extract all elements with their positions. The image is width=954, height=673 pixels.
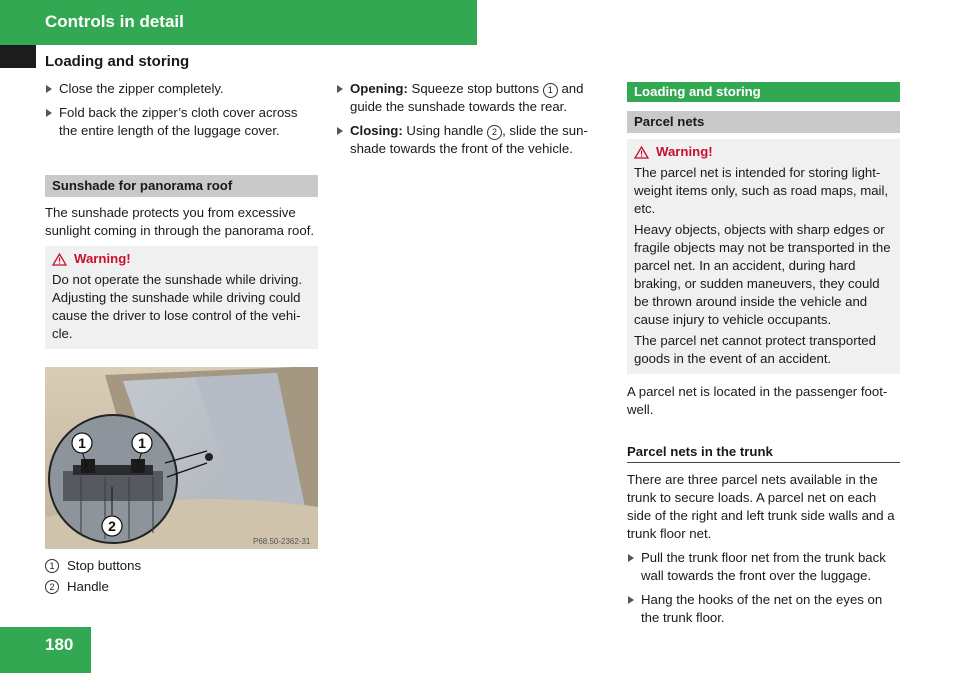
inline-number: 1 bbox=[543, 83, 558, 98]
warning-title bbox=[634, 143, 893, 161]
legend-label: Stop buttons bbox=[67, 558, 142, 573]
bullet-item bbox=[45, 80, 318, 98]
bullet-text: Hang the hooks of the net on the eyes on the trunk floor. bbox=[641, 592, 883, 625]
legend-label: Handle bbox=[67, 579, 109, 594]
bullet-text: Using handle bbox=[402, 123, 488, 138]
sunshade-intro: The sunshade protects you from excessive sunlight coming in through the panorama roof. bbox=[45, 205, 315, 238]
warning-label: Warning! bbox=[656, 144, 713, 159]
bullet-text: Squeeze stop buttons bbox=[407, 81, 543, 96]
bullet-arrow-icon bbox=[46, 109, 52, 117]
warning-triangle-icon bbox=[52, 253, 67, 266]
bullet-label: Closing: bbox=[350, 123, 403, 138]
page-subtitle: Loading and storing bbox=[45, 53, 190, 70]
warning-box bbox=[627, 139, 900, 374]
warning-text: Do not operate the sunshade while driving. Adjusting the sunshade while driving could cause the driver to lose control of the vehicle. bbox=[52, 272, 302, 341]
bullet-label: Opening: bbox=[350, 81, 408, 96]
header-bar bbox=[0, 0, 477, 45]
inline-number: 2 bbox=[487, 125, 502, 140]
bullet-item bbox=[627, 591, 900, 627]
photo-reference-code: P68.50-2362-31 bbox=[253, 537, 311, 546]
bullet-text: and guide the sunshade towards the rear. bbox=[350, 81, 584, 114]
legend-item bbox=[45, 557, 318, 575]
warning-text: Heavy objects, objects with sharp edges or fragile objects may not be transported in the parcel net. In an accident, during hard braking, or sudden maneuvers, they could be thrown around inside the vehicle and cause injury to vehicle occupants. bbox=[634, 222, 891, 327]
bullet-arrow-icon bbox=[46, 85, 52, 93]
bullet-item bbox=[45, 104, 318, 140]
bullet-text: Close the zipper completely. bbox=[59, 81, 224, 96]
bullet-text: Fold back the zipper’s cloth cover across the entire length of the luggage cover. bbox=[59, 105, 298, 138]
legend-number: 2 bbox=[45, 580, 59, 594]
bullet-arrow-icon bbox=[628, 596, 634, 604]
legend-item bbox=[45, 578, 318, 596]
parcel-nets-trunk-text: There are three parcel nets available in the trunk to secure loads. A parcel net on each side of the right and left trunk side walls and a trunk floor net. bbox=[627, 472, 895, 541]
bullet-text: Pull the trunk floor net from the trunk back wall towards the front over the luggage. bbox=[641, 550, 886, 583]
section-heading-loading: Loading and storing bbox=[627, 82, 900, 102]
warning-text: The parcel net cannot protect transported goods in the event of an accident. bbox=[634, 333, 876, 366]
column-middle bbox=[336, 80, 600, 164]
photo-callout: 1 bbox=[138, 435, 146, 451]
warning-label: Warning! bbox=[74, 251, 131, 266]
bullet-arrow-icon bbox=[628, 554, 634, 562]
page-title: Controls in detail bbox=[45, 12, 184, 31]
bullet-arrow-icon bbox=[337, 127, 343, 135]
bullet-item bbox=[627, 549, 900, 585]
warning-triangle-icon bbox=[634, 146, 649, 159]
section-heading-sunshade: Sunshade for panorama roof bbox=[45, 175, 318, 197]
photo-callout: 1 bbox=[78, 435, 86, 451]
legend-number: 1 bbox=[45, 559, 59, 573]
bullet-item bbox=[336, 122, 600, 158]
section-tab-marker bbox=[0, 45, 36, 68]
photo-callout: 2 bbox=[108, 518, 116, 534]
heading-parcel-nets-trunk: Parcel nets in the trunk bbox=[627, 443, 900, 463]
bullet-item bbox=[336, 80, 600, 116]
warning-box bbox=[45, 246, 318, 349]
column-right bbox=[627, 82, 900, 633]
section-heading-parcel-nets: Parcel nets bbox=[627, 111, 900, 133]
bullet-text: , slide the sunshade towards the front of the vehicle. bbox=[350, 123, 588, 156]
parcel-net-location: A parcel net is located in the passenger footwell. bbox=[627, 384, 888, 417]
bullet-arrow-icon bbox=[337, 85, 343, 93]
warning-text: The parcel net is intended for storing lightweight items only, such as road maps, mail, etc. bbox=[634, 165, 889, 216]
page-number-box bbox=[0, 627, 91, 673]
warning-title bbox=[52, 250, 311, 268]
column-left bbox=[45, 80, 318, 599]
sunshade-photo bbox=[45, 367, 318, 549]
page-number: 180 bbox=[45, 635, 74, 654]
